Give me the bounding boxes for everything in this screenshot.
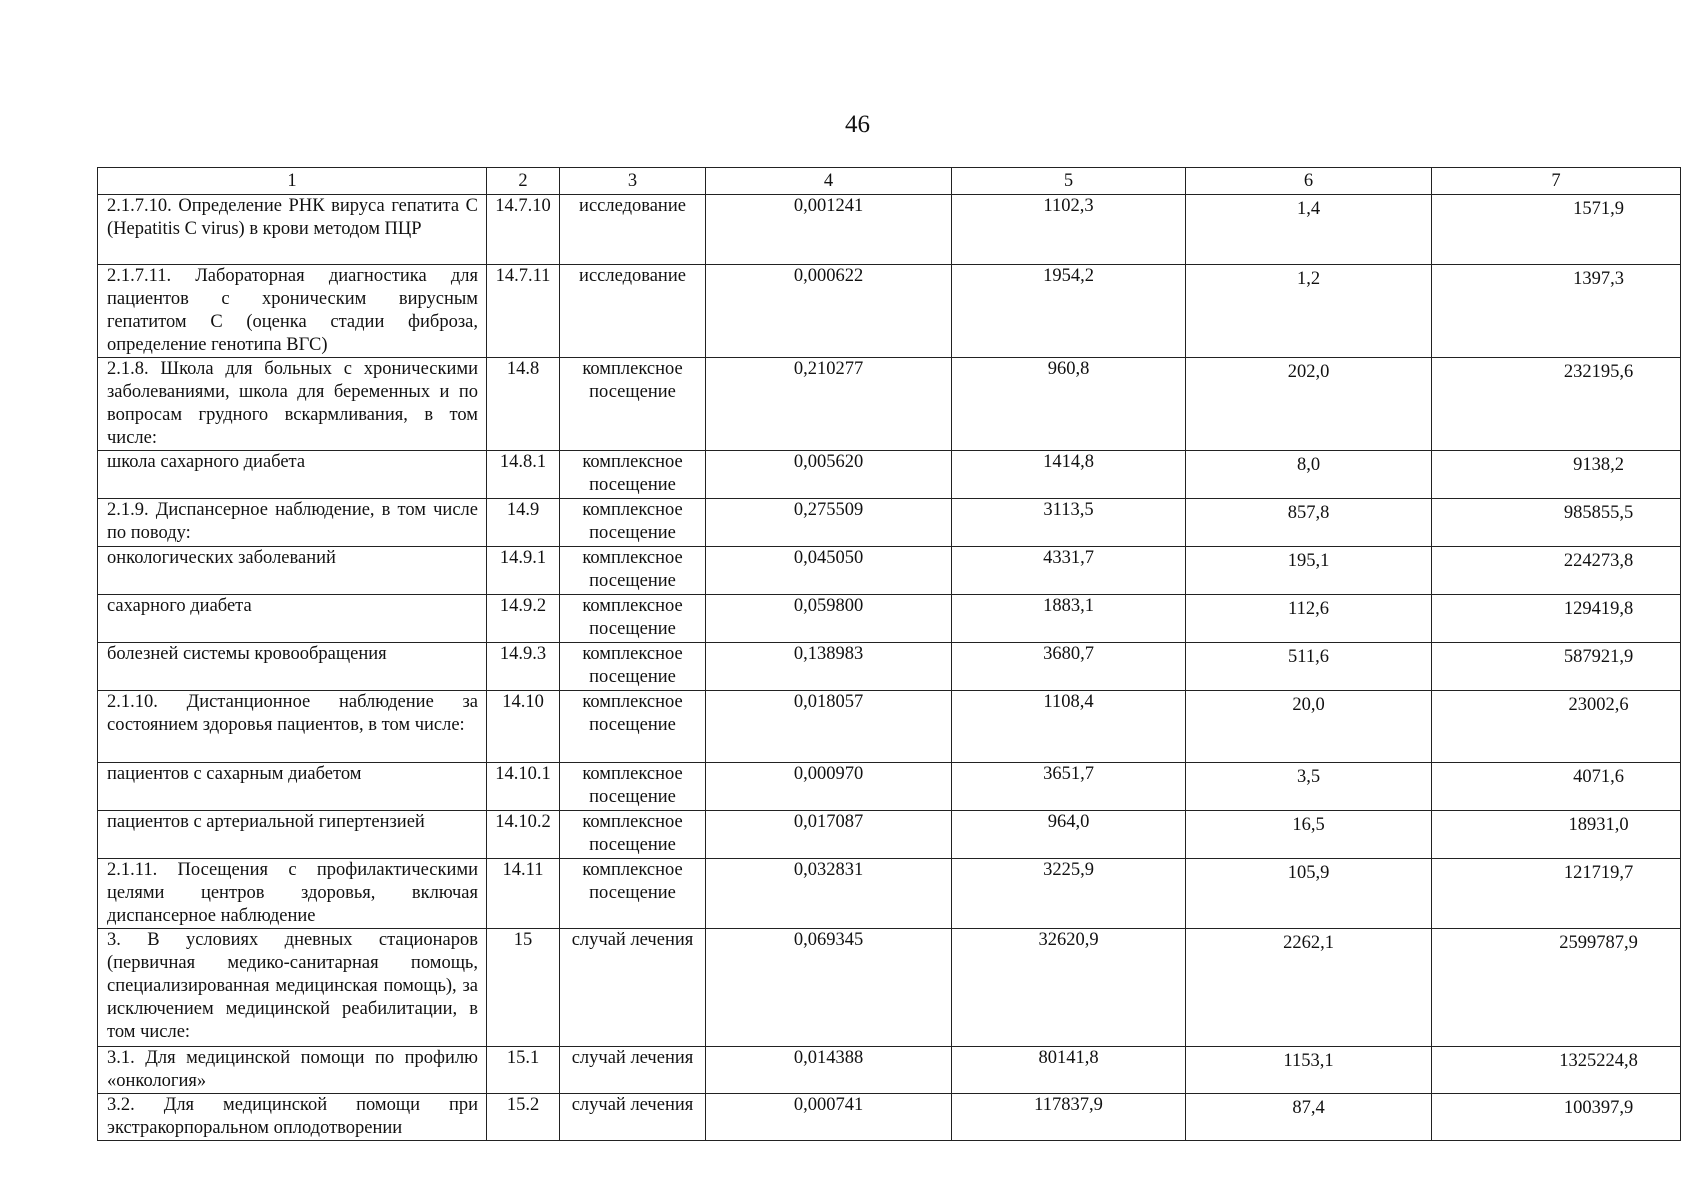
row-name: школа сахарного диабета	[98, 451, 487, 499]
row-name: онкологических заболеваний	[98, 547, 487, 595]
row-unit: комплексное посещение	[560, 595, 706, 643]
row-value-6: 857,8	[1186, 499, 1432, 547]
table-row	[98, 595, 1681, 643]
row-code: 15.1	[487, 1047, 560, 1094]
row-unit: случай лечения	[560, 1094, 706, 1141]
row-unit: комплексное посещение	[560, 811, 706, 859]
table-row	[98, 358, 1681, 451]
row-value-4: 0,001241	[706, 195, 952, 265]
row-value-6: 1,2	[1186, 265, 1432, 358]
row-unit: комплексное посещение	[560, 547, 706, 595]
row-value-7: 23002,6	[1432, 691, 1681, 763]
row-name: 2.1.11. Посещения с профилактическими целями центров здоровья, включая диспансерное наблюдение	[98, 859, 487, 929]
row-value-6: 105,9	[1186, 859, 1432, 929]
row-value-5: 1108,4	[952, 691, 1186, 763]
row-code: 14.7.10	[487, 195, 560, 265]
row-value-6: 16,5	[1186, 811, 1432, 859]
row-value-6: 202,0	[1186, 358, 1432, 451]
row-name: 2.1.9. Диспансерное наблюдение, в том числе по поводу:	[98, 499, 487, 547]
row-code: 14.10	[487, 691, 560, 763]
row-value-6: 1153,1	[1186, 1047, 1432, 1094]
row-code: 14.7.11	[487, 265, 560, 358]
row-value-5: 80141,8	[952, 1047, 1186, 1094]
row-code: 15	[487, 929, 560, 1047]
row-value-7: 18931,0	[1432, 811, 1681, 859]
table-row	[98, 499, 1681, 547]
column-header: 1	[98, 168, 487, 195]
row-code: 14.8.1	[487, 451, 560, 499]
row-value-7: 224273,8	[1432, 547, 1681, 595]
row-code: 14.8	[487, 358, 560, 451]
row-value-4: 0,275509	[706, 499, 952, 547]
row-value-4: 0,138983	[706, 643, 952, 691]
row-name: 2.1.7.11. Лабораторная диагностика для пациентов с хроническим вирусным гепатитом С (оценка стадии фиброза, определение генотипа ВГС)	[98, 265, 487, 358]
table-row	[98, 547, 1681, 595]
row-value-7: 985855,5	[1432, 499, 1681, 547]
row-unit: случай лечения	[560, 1047, 706, 1094]
row-value-5: 960,8	[952, 358, 1186, 451]
row-value-7: 232195,6	[1432, 358, 1681, 451]
row-code: 14.9.3	[487, 643, 560, 691]
row-unit: комплексное посещение	[560, 451, 706, 499]
row-value-4: 0,014388	[706, 1047, 952, 1094]
row-code: 14.10.2	[487, 811, 560, 859]
table-row	[98, 643, 1681, 691]
header-row	[98, 168, 1681, 195]
row-code: 14.9	[487, 499, 560, 547]
column-header: 2	[487, 168, 560, 195]
row-name: болезней системы кровообращения	[98, 643, 487, 691]
table-row	[98, 1047, 1681, 1094]
row-value-6: 511,6	[1186, 643, 1432, 691]
row-name: 2.1.7.10. Определение РНК вируса гепатита С (Hepatitis C virus) в крови методом ПЦР	[98, 195, 487, 265]
table-row	[98, 265, 1681, 358]
row-value-6: 8,0	[1186, 451, 1432, 499]
row-value-5: 964,0	[952, 811, 1186, 859]
row-value-7: 121719,7	[1432, 859, 1681, 929]
column-header: 4	[706, 168, 952, 195]
row-value-5: 4331,7	[952, 547, 1186, 595]
row-name: 3.2. Для медицинской помощи при экстракорпоральном оплодотворении	[98, 1094, 487, 1141]
row-value-7: 9138,2	[1432, 451, 1681, 499]
row-unit: случай лечения	[560, 929, 706, 1047]
row-name: пациентов с артериальной гипертензией	[98, 811, 487, 859]
row-value-5: 32620,9	[952, 929, 1186, 1047]
row-value-5: 1883,1	[952, 595, 1186, 643]
row-unit: комплексное посещение	[560, 358, 706, 451]
row-value-4: 0,000741	[706, 1094, 952, 1141]
column-header: 3	[560, 168, 706, 195]
row-name: сахарного диабета	[98, 595, 487, 643]
table-row	[98, 195, 1681, 265]
row-value-6: 2262,1	[1186, 929, 1432, 1047]
row-name: 2.1.10. Дистанционное наблюдение за состоянием здоровья пациентов, в том числе:	[98, 691, 487, 763]
row-unit: комплексное посещение	[560, 691, 706, 763]
row-code: 14.10.1	[487, 763, 560, 811]
row-value-4: 0,018057	[706, 691, 952, 763]
row-value-4: 0,210277	[706, 358, 952, 451]
row-code: 14.9.1	[487, 547, 560, 595]
row-value-5: 117837,9	[952, 1094, 1186, 1141]
row-value-4: 0,032831	[706, 859, 952, 929]
row-value-6: 3,5	[1186, 763, 1432, 811]
table-row	[98, 1094, 1681, 1141]
row-value-7: 129419,8	[1432, 595, 1681, 643]
row-value-4: 0,000970	[706, 763, 952, 811]
row-value-6: 87,4	[1186, 1094, 1432, 1141]
row-name: 3. В условиях дневных стационаров (первичная медико-санитарная помощь, специализированная медицинская помощь), за исключением медицинской реабилитации, в том числе:	[98, 929, 487, 1047]
row-value-4: 0,045050	[706, 547, 952, 595]
row-value-5: 1414,8	[952, 451, 1186, 499]
table-row	[98, 763, 1681, 811]
row-value-4: 0,005620	[706, 451, 952, 499]
row-value-4: 0,059800	[706, 595, 952, 643]
row-value-4: 0,017087	[706, 811, 952, 859]
row-value-7: 4071,6	[1432, 763, 1681, 811]
row-value-6: 1,4	[1186, 195, 1432, 265]
row-code: 14.11	[487, 859, 560, 929]
row-unit: комплексное посещение	[560, 763, 706, 811]
table-row	[98, 451, 1681, 499]
row-value-7: 1571,9	[1432, 195, 1681, 265]
table-row	[98, 691, 1681, 763]
row-value-5: 1954,2	[952, 265, 1186, 358]
row-unit: комплексное посещение	[560, 859, 706, 929]
row-value-5: 3680,7	[952, 643, 1186, 691]
row-name: 2.1.8. Школа для больных с хроническими заболеваниями, школа для беременных и по вопросам грудного вскармливания, в том числе:	[98, 358, 487, 451]
row-unit: комплексное посещение	[560, 499, 706, 547]
column-header: 5	[952, 168, 1186, 195]
page-number: 46	[845, 111, 870, 138]
row-value-7: 2599787,9	[1432, 929, 1681, 1047]
row-name: пациентов с сахарным диабетом	[98, 763, 487, 811]
row-value-7: 100397,9	[1432, 1094, 1681, 1141]
row-value-7: 1397,3	[1432, 265, 1681, 358]
column-header: 7	[1432, 168, 1681, 195]
row-value-4: 0,069345	[706, 929, 952, 1047]
row-value-5: 3651,7	[952, 763, 1186, 811]
row-code: 15.2	[487, 1094, 560, 1141]
row-value-5: 3113,5	[952, 499, 1186, 547]
row-value-5: 3225,9	[952, 859, 1186, 929]
row-value-5: 1102,3	[952, 195, 1186, 265]
row-value-4: 0,000622	[706, 265, 952, 358]
row-unit: исследование	[560, 195, 706, 265]
column-header: 6	[1186, 168, 1432, 195]
row-unit: комплексное посещение	[560, 643, 706, 691]
row-value-6: 112,6	[1186, 595, 1432, 643]
table-row	[98, 859, 1681, 929]
row-code: 14.9.2	[487, 595, 560, 643]
standards-table	[97, 167, 1681, 1141]
row-value-6: 20,0	[1186, 691, 1432, 763]
table-row	[98, 811, 1681, 859]
row-value-7: 587921,9	[1432, 643, 1681, 691]
row-unit: исследование	[560, 265, 706, 358]
row-name: 3.1. Для медицинской помощи по профилю «онкология»	[98, 1047, 487, 1094]
row-value-6: 195,1	[1186, 547, 1432, 595]
row-value-7: 1325224,8	[1432, 1047, 1681, 1094]
table-row	[98, 929, 1681, 1047]
